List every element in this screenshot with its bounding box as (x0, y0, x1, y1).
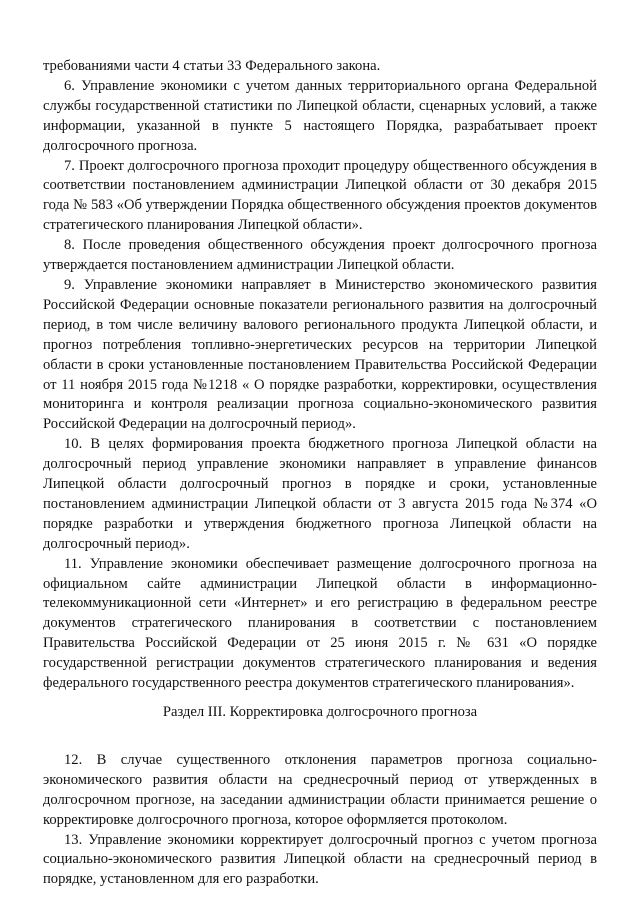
document-page (43, 57, 597, 890)
section-heading: Раздел III. Корректировка долгосрочного прогноза (162, 704, 478, 720)
paragraph-8: 8. После проведения общественного обсуждения проект долгосрочного прогноза утверждается постановлением администрации Липецкой области. (43, 237, 597, 274)
paragraph-13: 13. Управление экономики корректирует долгосрочный прогноз с учетом прогноза социально-экономического развития Липецкой области на среднесрочный период в порядке, установленном для его разработки. (43, 831, 597, 888)
paragraph-continuation: требованиями части 4 статьи 33 Федерального закона. (43, 58, 381, 74)
paragraph-12: 12. В случае существенного отклонения параметров прогноза социально-экономического развития области на среднесрочный период от утвержденных в долгосрочном прогнозе, на заседании администрации области принимается решение о корректировке долгосрочного прогноза, которое оформляется протоколом. (43, 751, 597, 828)
paragraph-9: 9. Управление экономики направляет в Министерство экономического развития Российской Федерации основные показатели регионального развития на долгосрочный период, в том числе величину валового регионального продукта Липецкой области, и прогноз потребления топливно-энергетических ресурсов на территории Липецкой области в сроки установленные постановлением Правительства Российской Федерации от 11 ноября 2015 года №1218 « О порядке разработки, корректировки, осуществления мониторинга и контроля реализации прогноза социально-экономического развития Российской Федерации на долгосрочный период». (43, 276, 597, 433)
paragraph-11: 11. Управление экономики обеспечивает размещение долгосрочного прогноза на официальном сайте администрации Липецкой области в информационно-телекоммуникационной сети «Интернет» и его регистрацию в федеральном реестре документов стратегического планирования в соответствии с постановлением Правительства Российской Федерации от 25 июня 2015 г. № 631 «О порядке государственной регистрации документов стратегического планирования и ведения федерального государственного реестра документов стратегического планирования». (43, 555, 597, 692)
paragraph-7: 7. Проект долгосрочного прогноза проходит процедуру общественного обсуждения в соответствии постановлением администрации Липецкой области от 30 декабря 2015 года № 583 «Об утверждении Порядка общественного обсуждения проектов документов стратегического планирования Липецкой области». (43, 157, 597, 234)
paragraph-10: 10. В целях формирования проекта бюджетного прогноза Липецкой области на долгосрочный период управление экономики направляет в управление финансов Липецкой области долгосрочный прогноз в порядке и сроки, установленные постановлением администрации Липецкой области от 3 августа 2015 года №374 «О порядке разработки и утверждения бюджетного прогноза Липецкой области на долгосрочный период». (43, 436, 597, 552)
paragraph-6: 6. Управление экономики с учетом данных территориального органа Федеральной службы государственной статистики по Липецкой области, сценарных условий, а также информации, указанной в пункте 5 настоящего Порядка, разрабатывает проект долгосрочного прогноза. (43, 77, 597, 154)
